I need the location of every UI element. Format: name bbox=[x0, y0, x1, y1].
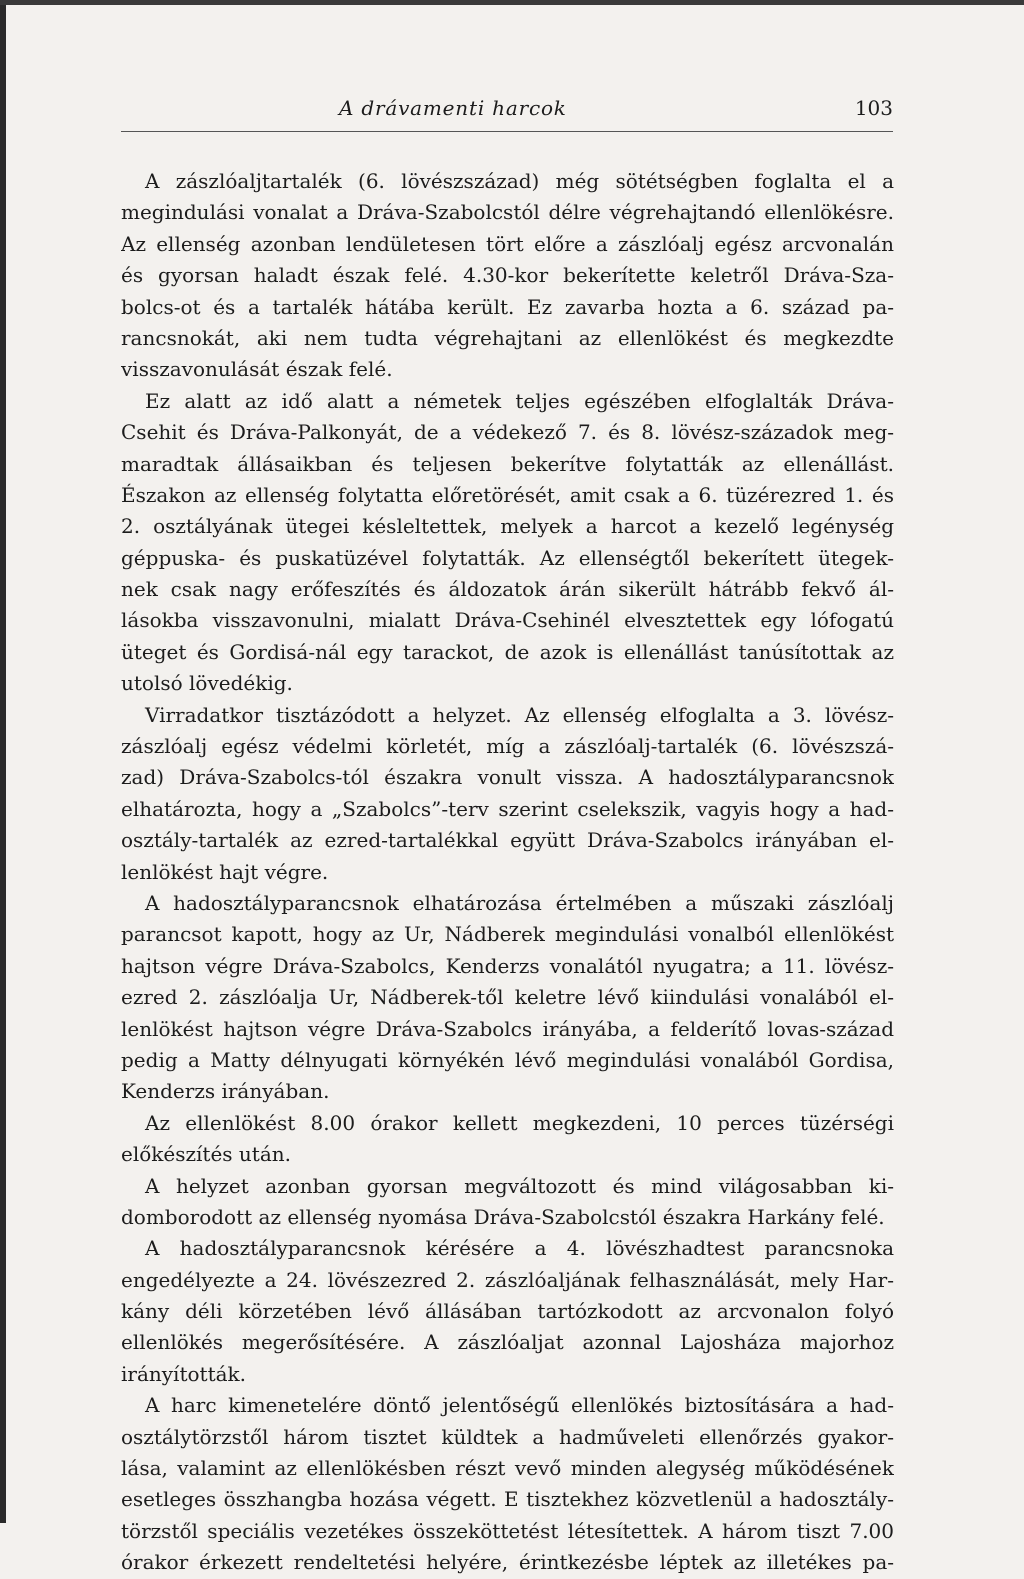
text-line: ezred 2. zászlóalja Ur, Nádberek-től keletre lévő kiindulási vonalából el- bbox=[121, 985, 894, 1010]
text-line: előkészítés után. bbox=[121, 1142, 291, 1167]
text-line: Kenderzs irányában. bbox=[121, 1079, 330, 1104]
text-line: esetleges összhangba hozása végett. E tisztekhez közvetlenül a hadosztály- bbox=[121, 1487, 894, 1512]
text-line: lenlökést hajt végre. bbox=[121, 859, 329, 884]
text-line: megindulási vonalat a Dráva-Szabolcstól délre végrehajtandó ellenlökésre. bbox=[121, 200, 894, 225]
text-line: bolcs-ot és a tartalék hátába került. Ez zavarba hozta a 6. század pa- bbox=[121, 294, 894, 319]
text-line: Ez alatt az idő alatt a németek teljes egészében elfoglalták Dráva- bbox=[145, 388, 894, 413]
text-line: 2. osztályának ütegei késleltettek, melyek a harcot a kezelő legénység bbox=[121, 514, 894, 539]
text-line: A harc kimenetelére döntő jelentőségű ellenlökés biztosítására a had- bbox=[145, 1393, 894, 1418]
text-line: Csehit és Dráva-Palkonyát, de a védekező 7. és 8. lövész-századok meg- bbox=[121, 420, 894, 445]
text-line: parancsot kapott, hogy az Ur, Nádberek megindulási vonalból ellenlökést bbox=[121, 922, 894, 947]
running-head bbox=[121, 96, 893, 128]
text-line: A hadosztályparancsnok elhatározása értelmében a műszaki zászlóalj bbox=[145, 890, 894, 915]
text-line: kány déli körzetében lévő állásában tartózkodott az arcvonalon folyó bbox=[121, 1299, 894, 1324]
text-line: órakor érkezett rendeltetési helyére, érintkezésbe léptek az illetékes pa- bbox=[121, 1550, 894, 1575]
text-line: A hadosztályparancsnok kérésére a 4. lövészhadtest parancsnoka bbox=[145, 1236, 894, 1261]
text-line: visszavonulását észak felé. bbox=[121, 357, 393, 382]
text-line: lása, valamint az ellenlökésben részt vevő minden alegység működésének bbox=[121, 1456, 894, 1481]
scan-edge-top bbox=[0, 0, 1024, 5]
text-line: rancsnokát, aki nem tudta végrehajtani az ellenlökést és megkezdte bbox=[121, 325, 894, 350]
text-line: elhatározta, hogy a „Szabolcs”-terv szerint cselekszik, vagyis hogy a had- bbox=[121, 796, 894, 821]
text-line: hajtson végre Dráva-Szabolcs, Kenderzs vonalától nyugatra; a 11. lövész- bbox=[121, 953, 894, 978]
body-text bbox=[121, 166, 894, 1579]
scan-edge-left bbox=[0, 0, 6, 1523]
text-line: lenlökést hajtson végre Dráva-Szabolcs irányába, a felderítő lovas-század bbox=[121, 1016, 894, 1041]
text-line: Északon az ellenség folytatta előretörését, amit csak a 6. tüzérezred 1. és bbox=[121, 482, 894, 507]
text-line: A zászlóaljtartalék (6. lövészszázad) még sötétségben foglalta el a bbox=[145, 169, 894, 193]
text-line: lásokba visszavonulni, mialatt Dráva-Csehinél elvesztettek egy lófogatú bbox=[121, 608, 894, 633]
text-line: maradtak állásaikban és teljesen bekerítve folytatták az ellenállást. bbox=[121, 451, 894, 476]
text-line: domborodott az ellenség nyomása Dráva-Szabolcstól északra Harkány felé. bbox=[121, 1204, 885, 1229]
text-line: Az ellenség azonban lendületesen tört előre a zászlóalj egész arcvonalán bbox=[121, 231, 894, 256]
text-line: Virradatkor tisztázódott a helyzet. Az ellenség elfoglalta a 3. lövész- bbox=[145, 702, 894, 727]
text-line: utolsó lövedékig. bbox=[121, 671, 293, 696]
text-line: engedélyezte a 24. lövészezred 2. zászlóaljának felhasználását, mely Har- bbox=[121, 1267, 894, 1292]
header-rule bbox=[121, 131, 893, 132]
text-line: irányították. bbox=[121, 1361, 247, 1386]
running-title: A drávamenti harcok bbox=[339, 96, 567, 120]
text-line: géppuska- és puskatüzével folytatták. Az ellenségtől bekerített ütegek- bbox=[121, 545, 894, 570]
text-line: Az ellenlökést 8.00 órakor kellett megkezdeni, 10 perces tüzérségi bbox=[145, 1110, 894, 1135]
text-line: üteget és Gordisá-nál egy tarackot, de azok is ellenállást tanúsítottak az bbox=[121, 639, 894, 664]
text-line: és gyorsan haladt észak felé. 4.30-kor bekerítette keletről Dráva-Sza- bbox=[121, 263, 894, 288]
text-line: osztály-tartalék az ezred-tartalékkal együtt Dráva-Szabolcs irányában el- bbox=[121, 828, 894, 853]
text-line: A helyzet azonban gyorsan megváltozott és mind világosabban ki- bbox=[145, 1173, 894, 1198]
page-number: 103 bbox=[854, 96, 893, 120]
text-line: törzstől speciális vezetékes összeköttetést létesítettek. A három tiszt 7.00 bbox=[121, 1518, 894, 1543]
text-line: zászlóalj egész védelmi körletét, míg a zászlóalj-tartalék (6. lövészszá- bbox=[121, 734, 894, 759]
text-line: zad) Dráva-Szabolcs-tól északra vonult vissza. A hadosztályparancsnok bbox=[121, 765, 894, 790]
text-line: nek csak nagy erőfeszítés és áldozatok árán sikerült hátrább fekvő ál- bbox=[121, 577, 894, 602]
text-line: ellenlökés megerősítésére. A zászlóaljat azonnal Lajosháza majorhoz bbox=[121, 1330, 894, 1355]
text-line: pedig a Matty délnyugati környékén lévő megindulási vonalából Gordisa, bbox=[121, 1047, 894, 1072]
text-line: osztálytörzstől három tisztet küldtek a hadműveleti ellenőrzés gyakor- bbox=[121, 1424, 894, 1449]
